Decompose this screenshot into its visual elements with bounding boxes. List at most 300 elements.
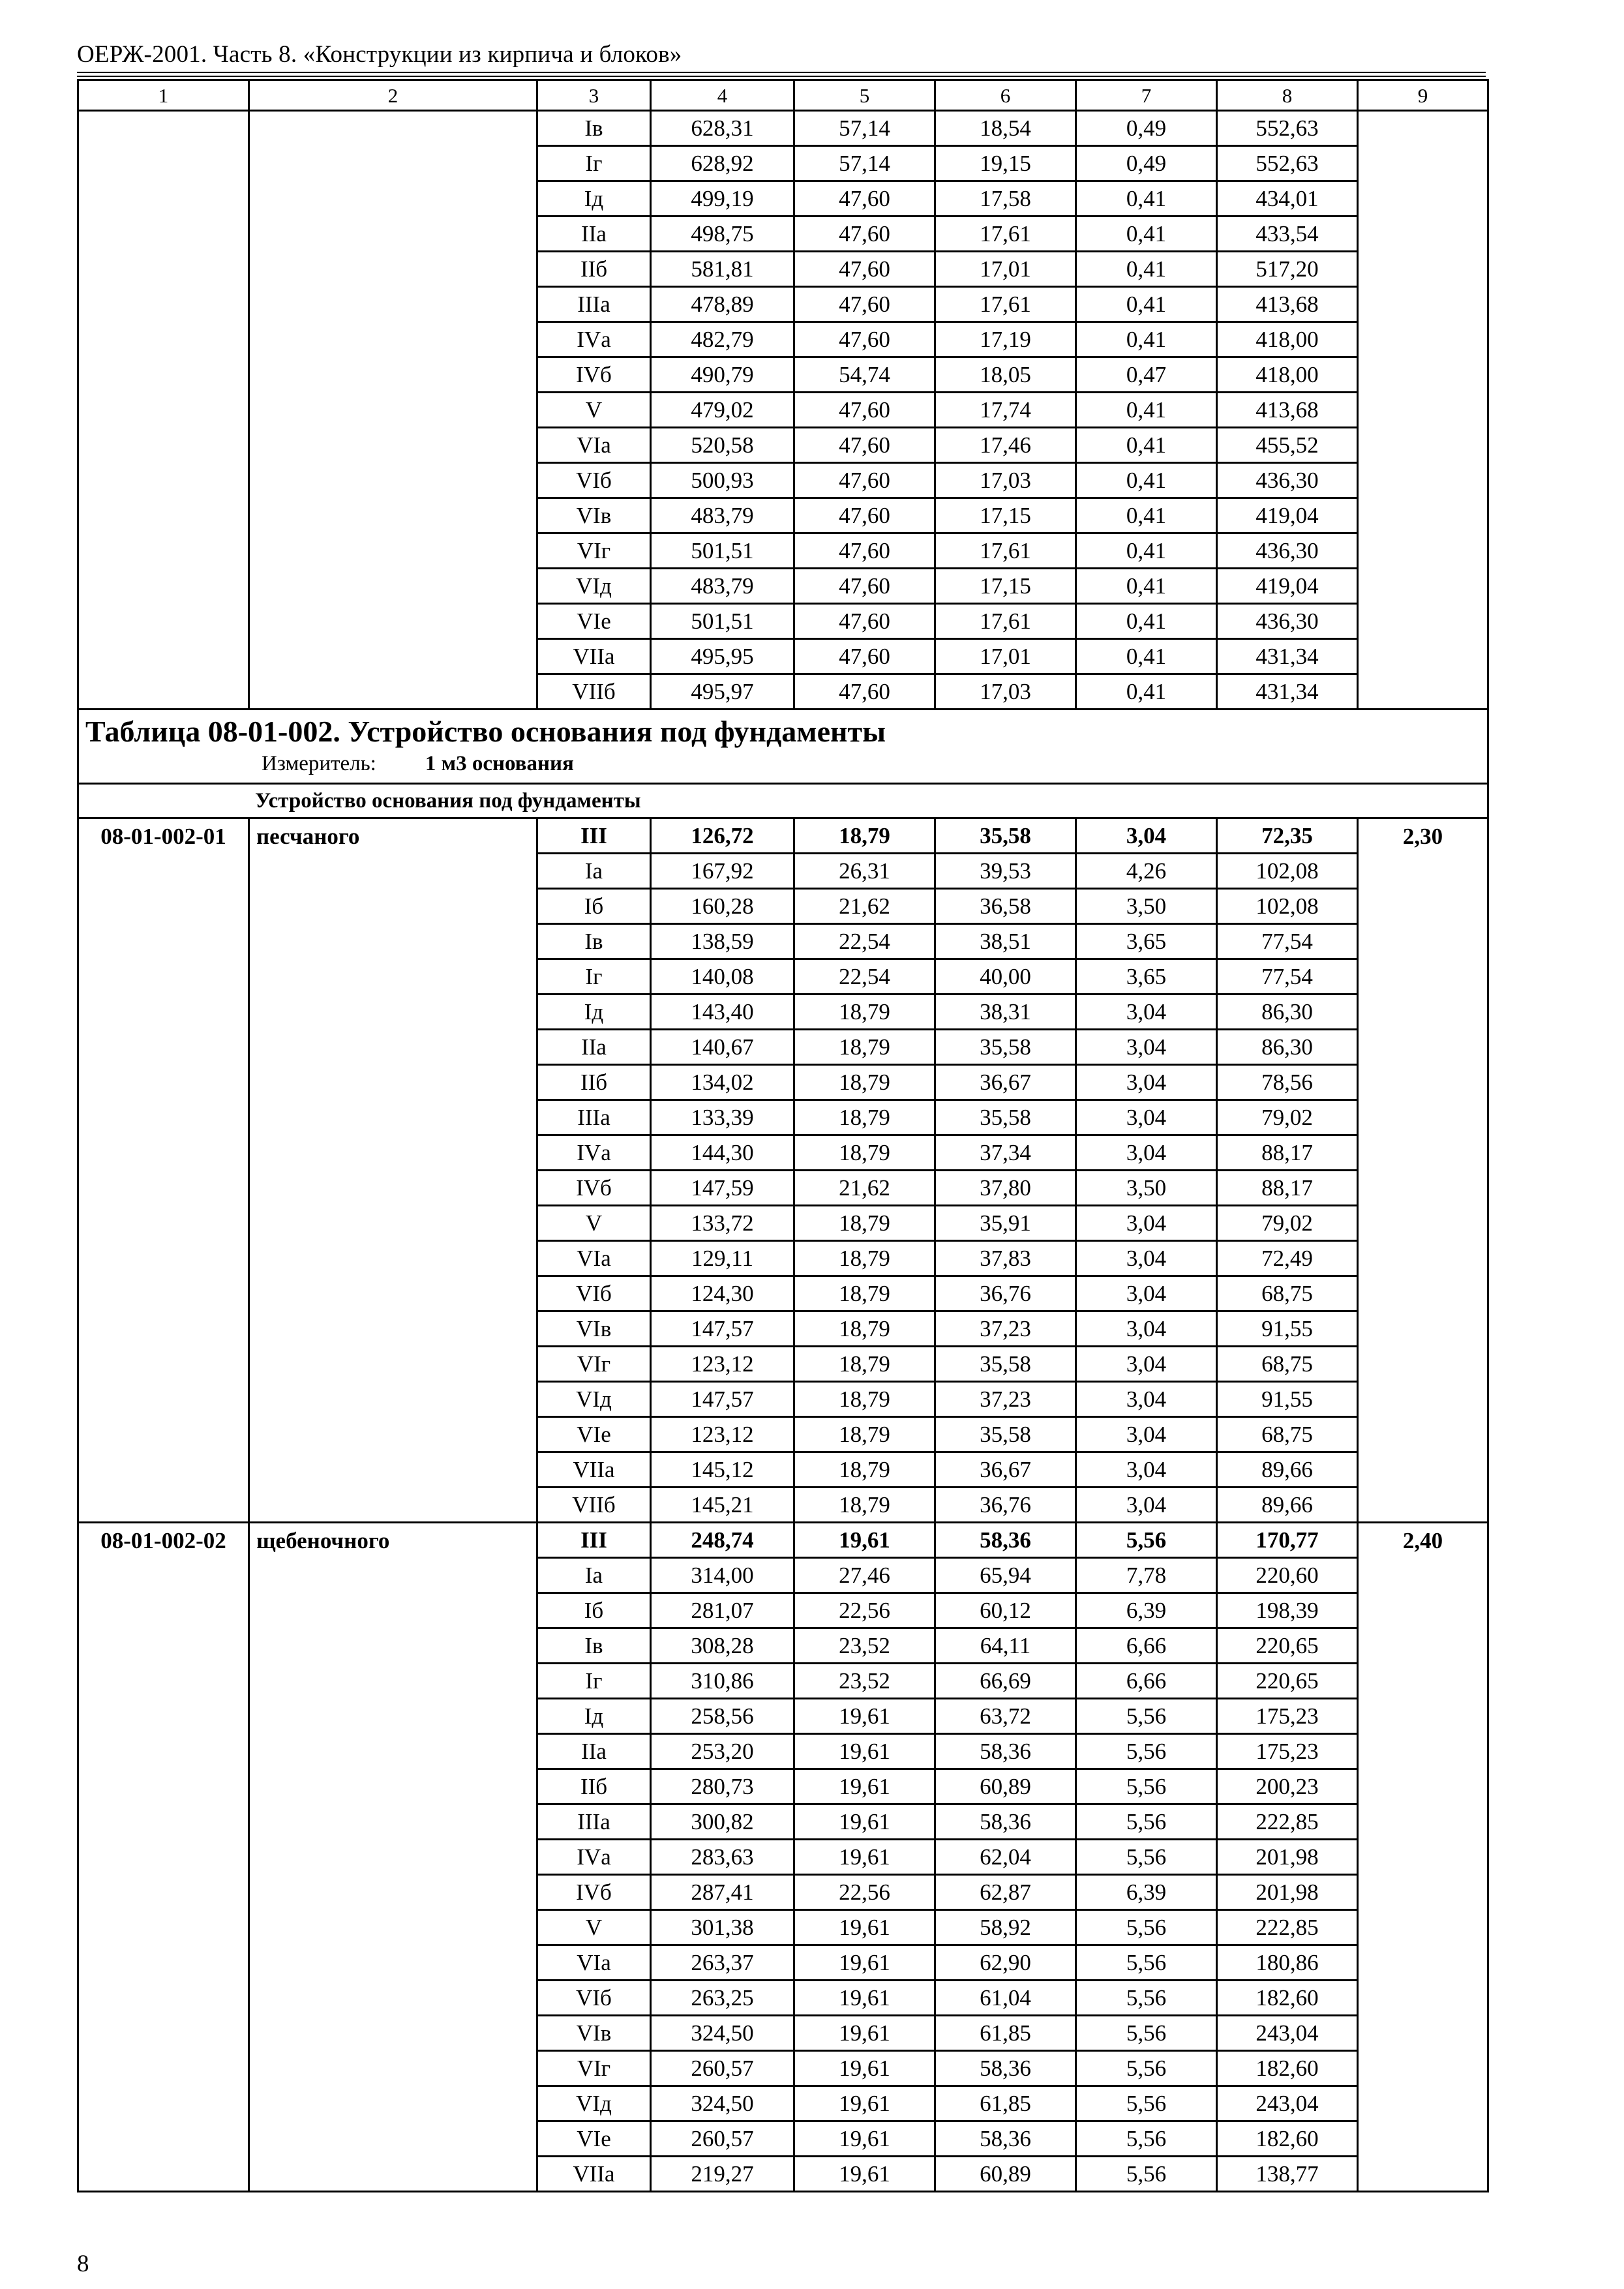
cell-materials: 77,54 — [1217, 959, 1358, 995]
cell-machines: 66,69 — [935, 1664, 1076, 1699]
cell-resource-zone: VIг — [537, 533, 651, 569]
cell-resource-zone: VIа — [537, 1945, 651, 1981]
cell-materials: 431,34 — [1217, 639, 1358, 674]
cell-resource-zone: IIа — [537, 1734, 651, 1769]
cell-wages: 26,31 — [794, 854, 935, 889]
cell-machines: 64,11 — [935, 1628, 1076, 1664]
table-row — [78, 111, 1488, 146]
cell-total: 300,82 — [651, 1804, 794, 1840]
cell-resource-zone: VIд — [537, 569, 651, 604]
cell-materials: 552,63 — [1217, 146, 1358, 181]
cell-machinist-wages: 5,56 — [1076, 1840, 1217, 1875]
cell-resource-zone: VIв — [537, 1311, 651, 1347]
cell-resource-zone: IVа — [537, 1840, 651, 1875]
cell-total: 123,12 — [651, 1347, 794, 1382]
cell-machines: 17,03 — [935, 674, 1076, 710]
cell-wages: 19,61 — [794, 1910, 935, 1945]
cell-wages: 19,61 — [794, 2086, 935, 2121]
cell-total: 324,50 — [651, 2016, 794, 2051]
cell-wages: 19,61 — [794, 1523, 935, 1558]
cell-resource-zone: IVб — [537, 357, 651, 393]
cell-materials: 102,08 — [1217, 889, 1358, 924]
cell-materials: 88,17 — [1217, 1135, 1358, 1171]
cell-resource-zone: Iв — [537, 111, 651, 146]
cell-machinist-wages: 3,04 — [1076, 995, 1217, 1030]
cell-wages: 21,62 — [794, 889, 935, 924]
cell-total: 301,38 — [651, 1910, 794, 1945]
cell-machines: 38,31 — [935, 995, 1076, 1030]
cell-total: 263,25 — [651, 1981, 794, 2016]
cell-machinist-wages: 5,56 — [1076, 1945, 1217, 1981]
cell-machinist-wages: 0,41 — [1076, 604, 1217, 639]
cell-col9 — [1358, 111, 1488, 710]
cell-total: 260,57 — [651, 2121, 794, 2157]
cell-machines: 35,58 — [935, 1030, 1076, 1065]
cell-resource-zone: Iб — [537, 889, 651, 924]
cell-resource-zone: IIа — [537, 217, 651, 252]
cell-total: 253,20 — [651, 1734, 794, 1769]
cell-resource-zone: Iб — [537, 1593, 651, 1628]
cell-materials: 78,56 — [1217, 1065, 1358, 1100]
cell-total: 248,74 — [651, 1523, 794, 1558]
cell-resource-zone: VIб — [537, 463, 651, 498]
cell-machinist-wages: 5,56 — [1076, 1981, 1217, 2016]
cell-machines: 17,61 — [935, 217, 1076, 252]
cell-materials: 182,60 — [1217, 2051, 1358, 2086]
cell-resource-zone: VIа — [537, 1241, 651, 1276]
cell-machinist-wages: 5,56 — [1076, 1523, 1217, 1558]
cell-machinist-wages: 5,56 — [1076, 2016, 1217, 2051]
cell-resource-zone: IIIа — [537, 1804, 651, 1840]
cell-materials: 86,30 — [1217, 1030, 1358, 1065]
cell-machines: 35,58 — [935, 1100, 1076, 1135]
cell-wages: 47,60 — [794, 181, 935, 217]
cell-total: 478,89 — [651, 287, 794, 322]
cell-total: 498,75 — [651, 217, 794, 252]
cell-total: 308,28 — [651, 1628, 794, 1664]
cell-machines: 17,01 — [935, 252, 1076, 287]
cell-total: 147,57 — [651, 1311, 794, 1347]
cell-machines: 35,91 — [935, 1206, 1076, 1241]
cell-wages: 18,79 — [794, 1311, 935, 1347]
measure-label: Измеритель: — [262, 752, 376, 775]
cell-total: 144,30 — [651, 1135, 794, 1171]
cell-materials: 72,49 — [1217, 1241, 1358, 1276]
cell-wages: 18,79 — [794, 1206, 935, 1241]
cell-wages: 18,79 — [794, 1135, 935, 1171]
cell-resource-zone: VIб — [537, 1276, 651, 1311]
cell-resource-zone: VIIб — [537, 1488, 651, 1523]
cell-wages: 22,56 — [794, 1593, 935, 1628]
cell-wages: 47,60 — [794, 393, 935, 428]
cell-resource-zone: VIIб — [537, 674, 651, 710]
cell-total: 495,95 — [651, 639, 794, 674]
cell-machines: 60,12 — [935, 1593, 1076, 1628]
header-rule — [77, 72, 1486, 73]
cell-wages: 47,60 — [794, 252, 935, 287]
cell-machines: 17,58 — [935, 181, 1076, 217]
cell-materials: 243,04 — [1217, 2016, 1358, 2051]
cell-resource-zone: VIа — [537, 428, 651, 463]
column-number: 2 — [249, 80, 537, 111]
cell-total: 501,51 — [651, 533, 794, 569]
cell-wages: 47,60 — [794, 569, 935, 604]
cell-name: песчаного — [249, 818, 537, 1523]
cell-resource-zone: VIг — [537, 1347, 651, 1382]
cell-machines: 58,36 — [935, 1523, 1076, 1558]
cell-machines: 17,74 — [935, 393, 1076, 428]
cell-total: 581,81 — [651, 252, 794, 287]
cell-resource-zone: Iд — [537, 1699, 651, 1734]
cell-total: 219,27 — [651, 2157, 794, 2192]
cell-materials: 418,00 — [1217, 322, 1358, 357]
cell-total: 147,59 — [651, 1171, 794, 1206]
cell-machinist-wages: 3,04 — [1076, 1311, 1217, 1347]
cell-code: 08-01-002-02 — [78, 1523, 249, 2192]
cell-wages: 47,60 — [794, 639, 935, 674]
cell-resource-zone: IVб — [537, 1171, 651, 1206]
cell-resource-zone: Iг — [537, 1664, 651, 1699]
cell-resource-zone: III — [537, 818, 651, 854]
cell-total: 134,02 — [651, 1065, 794, 1100]
cell-total: 500,93 — [651, 463, 794, 498]
cell-wages: 22,56 — [794, 1875, 935, 1910]
cell-wages: 19,61 — [794, 1840, 935, 1875]
cell-machinist-wages: 0,41 — [1076, 252, 1217, 287]
cell-total: 283,63 — [651, 1840, 794, 1875]
cell-wages: 47,60 — [794, 604, 935, 639]
column-number: 5 — [794, 80, 935, 111]
cell-materials: 170,77 — [1217, 1523, 1358, 1558]
cell-materials: 433,54 — [1217, 217, 1358, 252]
cell-machinist-wages: 3,65 — [1076, 959, 1217, 995]
cell-code: 08-01-002-01 — [78, 818, 249, 1523]
cell-machinist-wages: 3,04 — [1076, 1347, 1217, 1382]
column-number: 1 — [78, 80, 249, 111]
cell-wages: 57,14 — [794, 146, 935, 181]
cell-total: 124,30 — [651, 1276, 794, 1311]
cell-wages: 19,61 — [794, 2016, 935, 2051]
cell-wages: 19,61 — [794, 1981, 935, 2016]
cell-wages: 19,61 — [794, 1699, 935, 1734]
cell-resource-zone: VIб — [537, 1981, 651, 2016]
cell-total: 280,73 — [651, 1769, 794, 1804]
column-number-row — [78, 80, 1488, 111]
cell-machines: 17,46 — [935, 428, 1076, 463]
cell-total: 143,40 — [651, 995, 794, 1030]
cell-resource-zone: Iг — [537, 959, 651, 995]
cell-machinist-wages: 5,56 — [1076, 1769, 1217, 1804]
cell-wages: 47,60 — [794, 322, 935, 357]
cell-wages: 18,79 — [794, 1100, 935, 1135]
cell-machines: 61,04 — [935, 1981, 1076, 2016]
cell-materials: 431,34 — [1217, 674, 1358, 710]
cell-machines: 36,76 — [935, 1276, 1076, 1311]
cell-machinist-wages: 3,04 — [1076, 1100, 1217, 1135]
cell-materials: 68,75 — [1217, 1347, 1358, 1382]
cell-wages: 19,61 — [794, 1945, 935, 1981]
measure-line — [85, 753, 1484, 775]
cell-materials: 220,65 — [1217, 1628, 1358, 1664]
cell-machines: 19,15 — [935, 146, 1076, 181]
page-header-title: ОЕРЖ-2001. Часть 8. «Конструкции из кирпича и блоков» — [77, 41, 682, 68]
table-row — [78, 818, 1488, 854]
cell-materials: 182,60 — [1217, 2121, 1358, 2157]
cell-wages: 18,79 — [794, 818, 935, 854]
cell-machinist-wages: 0,41 — [1076, 639, 1217, 674]
cell-wages: 47,60 — [794, 674, 935, 710]
cell-wages: 19,61 — [794, 2121, 935, 2157]
cell-wages: 47,60 — [794, 217, 935, 252]
cell-wages: 18,79 — [794, 1030, 935, 1065]
cell-total: 160,28 — [651, 889, 794, 924]
cell-resource-zone: V — [537, 1206, 651, 1241]
table-row — [78, 1523, 1488, 1558]
cell-machines: 36,76 — [935, 1488, 1076, 1523]
cell-resource-zone: VIIа — [537, 2157, 651, 2192]
cell-resource-zone: IVа — [537, 1135, 651, 1171]
cell-materials: 79,02 — [1217, 1206, 1358, 1241]
cell-machines: 17,15 — [935, 569, 1076, 604]
cell-machines: 36,58 — [935, 889, 1076, 924]
cell-total: 520,58 — [651, 428, 794, 463]
cell-materials: 201,98 — [1217, 1875, 1358, 1910]
cell-materials: 436,30 — [1217, 463, 1358, 498]
cell-total: 483,79 — [651, 498, 794, 533]
cell-machines: 58,36 — [935, 1804, 1076, 1840]
cell-materials: 517,20 — [1217, 252, 1358, 287]
cell-materials: 91,55 — [1217, 1382, 1358, 1417]
cell-machinist-wages: 0,47 — [1076, 357, 1217, 393]
cell-machinist-wages: 3,50 — [1076, 889, 1217, 924]
cell-materials: 72,35 — [1217, 818, 1358, 854]
cell-machinist-wages: 5,56 — [1076, 1734, 1217, 1769]
cell-total: 499,19 — [651, 181, 794, 217]
cell-resource-zone: Iг — [537, 146, 651, 181]
cell-materials: 419,04 — [1217, 569, 1358, 604]
cell-wages: 18,79 — [794, 1276, 935, 1311]
cell-total: 129,11 — [651, 1241, 794, 1276]
cell-materials: 243,04 — [1217, 2086, 1358, 2121]
cell-machines: 58,36 — [935, 1734, 1076, 1769]
section-row — [78, 784, 1488, 818]
cell-materials: 220,65 — [1217, 1664, 1358, 1699]
cell-machines: 37,23 — [935, 1382, 1076, 1417]
cell-total: 140,67 — [651, 1030, 794, 1065]
cell-wages: 19,61 — [794, 2157, 935, 2192]
cell-wages: 19,61 — [794, 1734, 935, 1769]
table-title-cell — [78, 710, 1488, 784]
cell-total: 314,00 — [651, 1558, 794, 1593]
cell-materials: 552,63 — [1217, 111, 1358, 146]
cell-materials: 182,60 — [1217, 1981, 1358, 2016]
cell-wages: 47,60 — [794, 463, 935, 498]
cell-machines: 17,01 — [935, 639, 1076, 674]
cell-total: 258,56 — [651, 1699, 794, 1734]
cell-materials: 419,04 — [1217, 498, 1358, 533]
cell-materials: 436,30 — [1217, 604, 1358, 639]
cell-col9: 2,30 — [1358, 818, 1488, 1523]
table-title-row — [78, 710, 1488, 784]
cell-total: 628,92 — [651, 146, 794, 181]
cell-wages: 18,79 — [794, 1382, 935, 1417]
cell-machines: 37,23 — [935, 1311, 1076, 1347]
cell-machinist-wages: 3,04 — [1076, 1452, 1217, 1488]
cell-materials: 175,23 — [1217, 1734, 1358, 1769]
cell-resource-zone: VIе — [537, 2121, 651, 2157]
cell-total: 167,92 — [651, 854, 794, 889]
cell-materials: 89,66 — [1217, 1452, 1358, 1488]
cell-machinist-wages: 3,04 — [1076, 818, 1217, 854]
cell-machines: 65,94 — [935, 1558, 1076, 1593]
cell-total: 479,02 — [651, 393, 794, 428]
cell-materials: 86,30 — [1217, 995, 1358, 1030]
cell-col9: 2,40 — [1358, 1523, 1488, 2192]
cell-machines: 17,15 — [935, 498, 1076, 533]
cell-materials: 220,60 — [1217, 1558, 1358, 1593]
cell-machinist-wages: 0,41 — [1076, 463, 1217, 498]
cell-resource-zone: VIв — [537, 2016, 651, 2051]
cell-wages: 47,60 — [794, 428, 935, 463]
cell-materials: 198,39 — [1217, 1593, 1358, 1628]
cell-resource-zone: IIIа — [537, 1100, 651, 1135]
header-rule-double — [77, 76, 1486, 77]
cell-total: 628,31 — [651, 111, 794, 146]
cell-machines: 61,85 — [935, 2016, 1076, 2051]
cell-wages: 19,61 — [794, 1769, 935, 1804]
cell-machines: 35,58 — [935, 1347, 1076, 1382]
cell-wages: 47,60 — [794, 533, 935, 569]
cell-materials: 88,17 — [1217, 1171, 1358, 1206]
cell-machinist-wages: 0,41 — [1076, 498, 1217, 533]
cell-machinist-wages: 3,04 — [1076, 1065, 1217, 1100]
cell-machinist-wages: 5,56 — [1076, 2086, 1217, 2121]
cell-total: 140,08 — [651, 959, 794, 995]
cell-resource-zone: IVа — [537, 322, 651, 357]
cell-machines: 63,72 — [935, 1699, 1076, 1734]
column-number: 7 — [1076, 80, 1217, 111]
cell-machines: 35,58 — [935, 1417, 1076, 1452]
cell-resource-zone: VIв — [537, 498, 651, 533]
cell-machinist-wages: 0,41 — [1076, 181, 1217, 217]
cell-total: 263,37 — [651, 1945, 794, 1981]
cell-machines: 62,04 — [935, 1840, 1076, 1875]
cell-resource-zone: IIб — [537, 1769, 651, 1804]
cell-total: 482,79 — [651, 322, 794, 357]
cell-machinist-wages: 0,41 — [1076, 393, 1217, 428]
cell-wages: 18,79 — [794, 1452, 935, 1488]
cell-machines: 17,61 — [935, 604, 1076, 639]
cell-resource-zone: V — [537, 393, 651, 428]
cell-machinist-wages: 3,04 — [1076, 1135, 1217, 1171]
cell-machinist-wages: 6,66 — [1076, 1664, 1217, 1699]
column-number: 4 — [651, 80, 794, 111]
cell-machinist-wages: 0,41 — [1076, 428, 1217, 463]
cell-total: 501,51 — [651, 604, 794, 639]
cell-machinist-wages: 0,49 — [1076, 111, 1217, 146]
cell-machines: 62,90 — [935, 1945, 1076, 1981]
cell-resource-zone: VIIа — [537, 639, 651, 674]
cell-wages: 22,54 — [794, 924, 935, 959]
cell-machines: 62,87 — [935, 1875, 1076, 1910]
cell-machinist-wages: 0,41 — [1076, 322, 1217, 357]
cell-total: 126,72 — [651, 818, 794, 854]
cell-total: 133,39 — [651, 1100, 794, 1135]
cell-materials: 222,85 — [1217, 1804, 1358, 1840]
cell-materials: 200,23 — [1217, 1769, 1358, 1804]
cell-machinist-wages: 3,04 — [1076, 1206, 1217, 1241]
cell-materials: 413,68 — [1217, 393, 1358, 428]
cell-resource-zone: IVб — [537, 1875, 651, 1910]
cell-total: 495,97 — [651, 674, 794, 710]
cell-resource-zone: Iв — [537, 924, 651, 959]
cell-materials: 434,01 — [1217, 181, 1358, 217]
cell-machines: 61,85 — [935, 2086, 1076, 2121]
cell-materials: 91,55 — [1217, 1311, 1358, 1347]
cell-materials: 413,68 — [1217, 287, 1358, 322]
cell-machinist-wages: 0,41 — [1076, 569, 1217, 604]
section-title: Устройство основания под фундаменты — [78, 784, 1488, 818]
cell-wages: 19,61 — [794, 2051, 935, 2086]
cell-machinist-wages: 4,26 — [1076, 854, 1217, 889]
cell-resource-zone: V — [537, 1910, 651, 1945]
cell-machines: 40,00 — [935, 959, 1076, 995]
cell-machinist-wages: 0,41 — [1076, 287, 1217, 322]
cell-materials: 79,02 — [1217, 1100, 1358, 1135]
cell-total: 281,07 — [651, 1593, 794, 1628]
cell-resource-zone: Iа — [537, 1558, 651, 1593]
cell-resource-zone: VIIа — [537, 1452, 651, 1488]
cell-resource-zone: III — [537, 1523, 651, 1558]
cell-materials: 180,86 — [1217, 1945, 1358, 1981]
cell-materials: 175,23 — [1217, 1699, 1358, 1734]
cell-machinist-wages: 0,41 — [1076, 217, 1217, 252]
cell-machinist-wages: 5,56 — [1076, 1804, 1217, 1840]
cell-wages: 18,79 — [794, 995, 935, 1030]
cell-resource-zone: Iд — [537, 995, 651, 1030]
cell-materials: 68,75 — [1217, 1276, 1358, 1311]
cell-machinist-wages: 0,49 — [1076, 146, 1217, 181]
cell-machines: 39,53 — [935, 854, 1076, 889]
cell-wages: 27,46 — [794, 1558, 935, 1593]
cell-wages: 47,60 — [794, 498, 935, 533]
cell-total: 133,72 — [651, 1206, 794, 1241]
cell-machinist-wages: 3,04 — [1076, 1417, 1217, 1452]
cell-machinist-wages: 5,56 — [1076, 1910, 1217, 1945]
cell-machinist-wages: 3,65 — [1076, 924, 1217, 959]
cell-wages: 57,14 — [794, 111, 935, 146]
cell-machines: 17,03 — [935, 463, 1076, 498]
cell-resource-zone: IIб — [537, 1065, 651, 1100]
cell-machines: 58,36 — [935, 2051, 1076, 2086]
cell-resource-zone: Iв — [537, 1628, 651, 1664]
cell-machinist-wages: 5,56 — [1076, 2157, 1217, 2192]
cell-materials: 77,54 — [1217, 924, 1358, 959]
cell-wages: 18,79 — [794, 1065, 935, 1100]
cell-wages: 18,79 — [794, 1488, 935, 1523]
cell-wages: 19,61 — [794, 1804, 935, 1840]
cell-machines: 35,58 — [935, 818, 1076, 854]
cell-machines: 37,34 — [935, 1135, 1076, 1171]
cell-machinist-wages: 6,39 — [1076, 1875, 1217, 1910]
cell-resource-zone: Iа — [537, 854, 651, 889]
cell-total: 310,86 — [651, 1664, 794, 1699]
cell-machinist-wages: 5,56 — [1076, 2121, 1217, 2157]
cell-wages: 18,79 — [794, 1241, 935, 1276]
cell-wages: 22,54 — [794, 959, 935, 995]
rates-table — [77, 79, 1489, 2192]
cell-machines: 17,19 — [935, 322, 1076, 357]
